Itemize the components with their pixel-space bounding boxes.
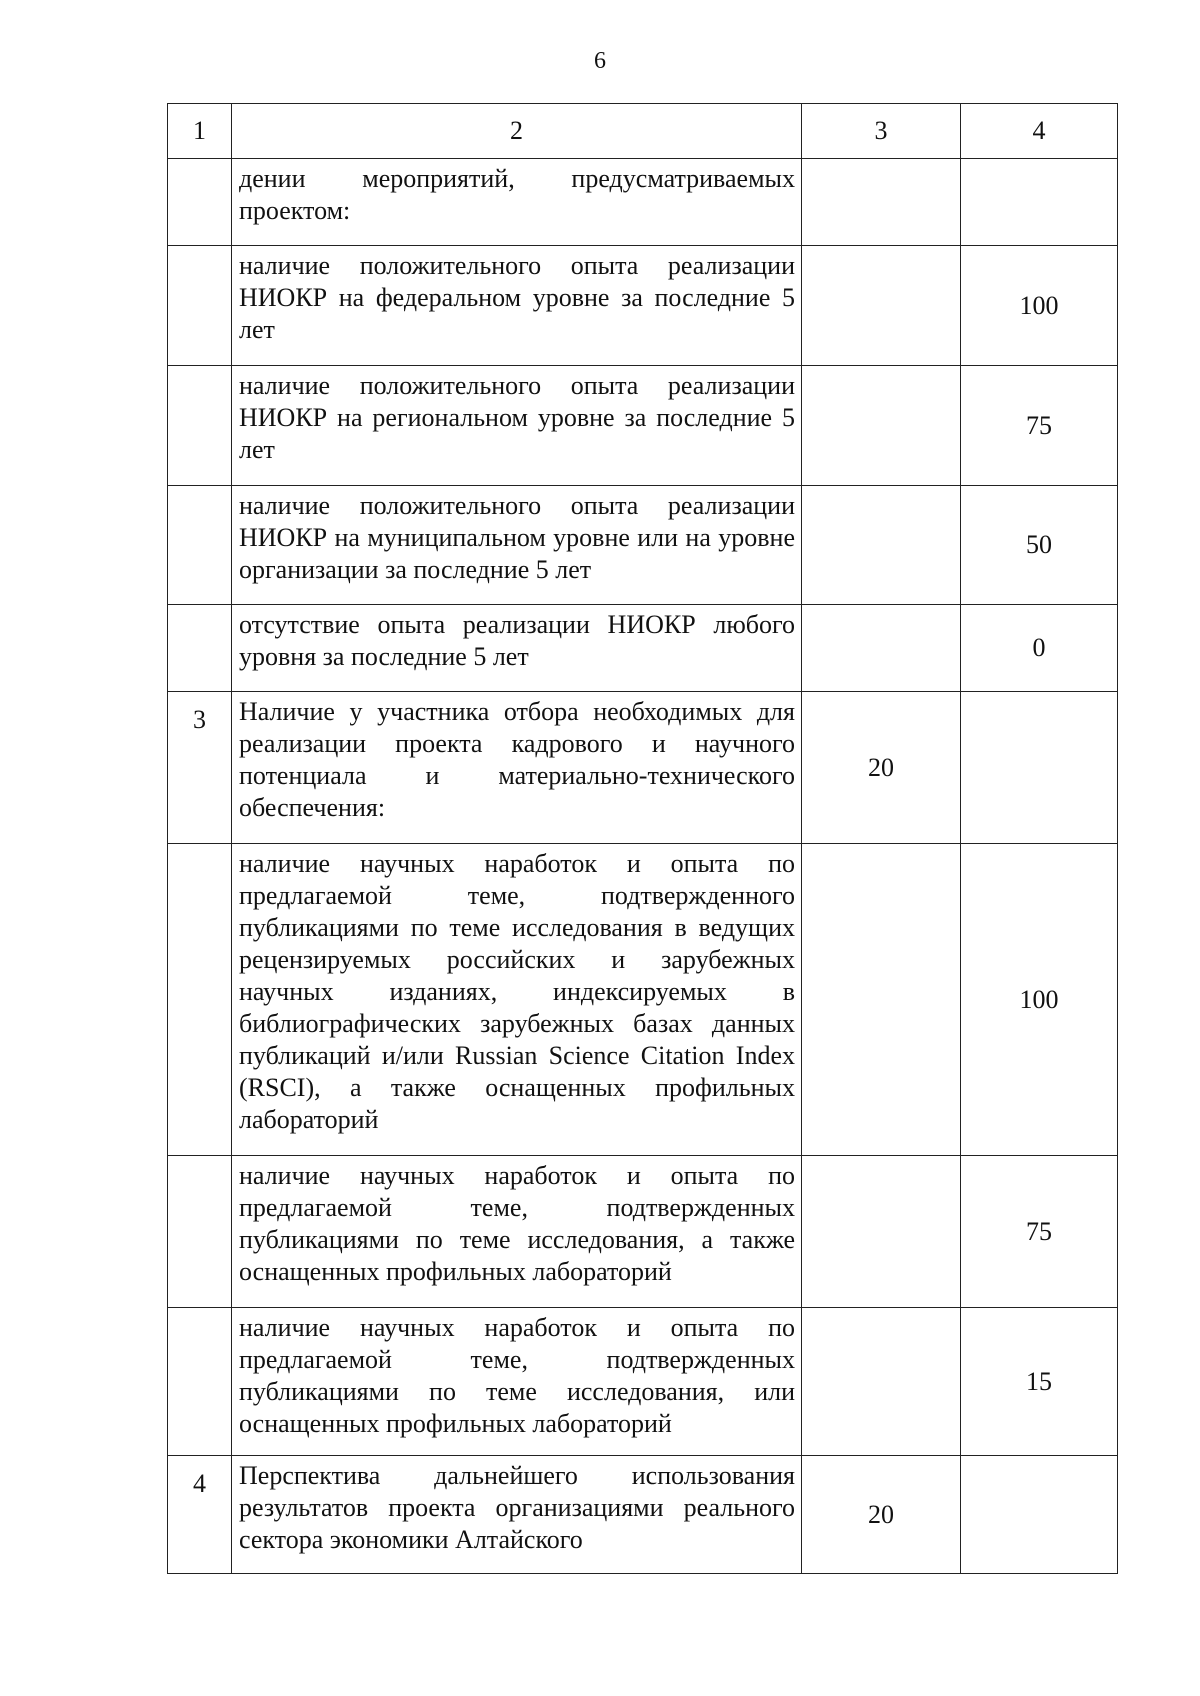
criterion-text: наличие положительного опыта реализации НИОКР на региональном уровне за последние 5 лет xyxy=(232,366,802,486)
row-number: 4 xyxy=(168,1456,232,1574)
table-row xyxy=(168,692,1118,844)
header-cell: 3 xyxy=(802,104,961,159)
criterion-text: Наличие у участника отбора необходимых для реализации проекта кадрового и научного потенциала и материально-технического обеспечения: xyxy=(232,692,802,844)
max-score xyxy=(802,1308,961,1456)
criteria-table xyxy=(167,103,1118,1574)
score-value: 75 xyxy=(961,1156,1118,1308)
header-cell: 2 xyxy=(232,104,802,159)
table-row xyxy=(168,1156,1118,1308)
page-number: 6 xyxy=(594,48,606,74)
max-score: 20 xyxy=(802,1456,961,1574)
table-header-row xyxy=(168,104,1118,159)
row-number xyxy=(168,366,232,486)
table-row xyxy=(168,246,1118,366)
max-score xyxy=(802,486,961,605)
max-score xyxy=(802,246,961,366)
score-value xyxy=(961,159,1118,246)
max-score xyxy=(802,159,961,246)
row-number xyxy=(168,246,232,366)
score-value: 0 xyxy=(961,605,1118,692)
criterion-text: наличие положительного опыта реализации НИОКР на федеральном уровне за последние 5 лет xyxy=(232,246,802,366)
table-row xyxy=(168,1456,1118,1574)
criterion-text: наличие положительного опыта реализации НИОКР на муниципальном уровне или на уровне организации за последние 5 лет xyxy=(232,486,802,605)
row-number xyxy=(168,159,232,246)
max-score xyxy=(802,844,961,1156)
max-score xyxy=(802,1156,961,1308)
row-number xyxy=(168,1308,232,1456)
score-value xyxy=(961,692,1118,844)
table-row xyxy=(168,1308,1118,1456)
max-score xyxy=(802,366,961,486)
criterion-text: отсутствие опыта реализации НИОКР любого уровня за последние 5 лет xyxy=(232,605,802,692)
table-row xyxy=(168,159,1118,246)
score-value: 75 xyxy=(961,366,1118,486)
criterion-text: наличие научных наработок и опыта по предлагаемой теме, подтвержденного публикациями по теме исследования в ведущих рецензируемых российских и зарубежных научных изданиях, индексируемых в библиографических зарубежных базах данных публикаций и/или Russian Science Citation Index (RSCI), а также оснащенных профильных лабораторий xyxy=(232,844,802,1156)
table-row xyxy=(168,486,1118,605)
row-number xyxy=(168,844,232,1156)
table-row xyxy=(168,844,1118,1156)
score-value: 100 xyxy=(961,844,1118,1156)
criterion-text: Перспектива дальнейшего использования результатов проекта организациями реального сектора экономики Алтайского xyxy=(232,1456,802,1574)
criterion-text: наличие научных наработок и опыта по предлагаемой теме, подтвержденных публикациями по теме исследования, а также оснащенных профильных лабораторий xyxy=(232,1156,802,1308)
score-value xyxy=(961,1456,1118,1574)
max-score xyxy=(802,605,961,692)
score-value: 15 xyxy=(961,1308,1118,1456)
row-number: 3 xyxy=(168,692,232,844)
row-number xyxy=(168,486,232,605)
criterion-text: наличие научных наработок и опыта по предлагаемой теме, подтвержденных публикациями по теме исследования, или оснащенных профильных лабораторий xyxy=(232,1308,802,1456)
table-row xyxy=(168,366,1118,486)
score-value: 100 xyxy=(961,246,1118,366)
score-value: 50 xyxy=(961,486,1118,605)
row-number xyxy=(168,1156,232,1308)
header-cell: 1 xyxy=(168,104,232,159)
row-number xyxy=(168,605,232,692)
header-cell: 4 xyxy=(961,104,1118,159)
max-score: 20 xyxy=(802,692,961,844)
criterion-text: дении мероприятий, предусматриваемых проектом: xyxy=(232,159,802,246)
table-row xyxy=(168,605,1118,692)
